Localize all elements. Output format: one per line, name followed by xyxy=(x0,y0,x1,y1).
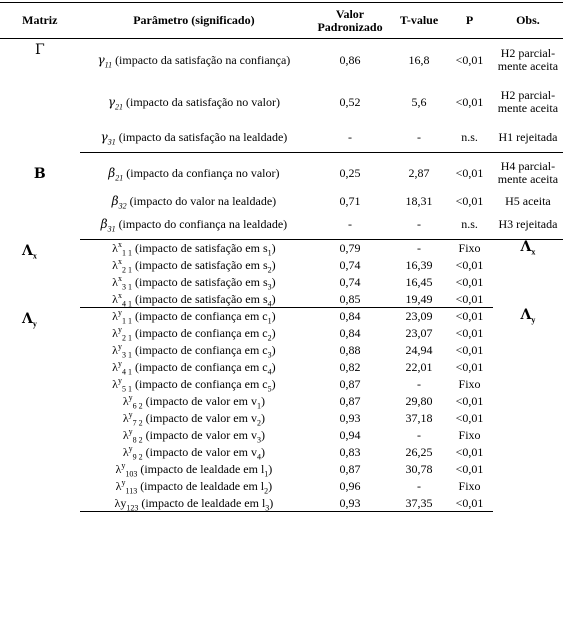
param-cell: $\gamma_{31}$ (impacto da satisfação na lealdade) xyxy=(80,123,309,153)
valor-cell: 0,93 xyxy=(339,411,361,425)
param-cell: $\lambda y_{123}$ (impacto de lealdade em $l_3$) xyxy=(80,495,309,512)
obs-symbol-lambda-x: $\Lambda_x$ xyxy=(520,239,536,257)
table-row xyxy=(0,427,563,444)
valor-cell: 0,86 xyxy=(339,52,361,67)
t-cell: - xyxy=(417,428,422,442)
group-gamma xyxy=(0,39,563,153)
valor-cell: 0,74 xyxy=(339,258,361,272)
t-cell: 18,31 xyxy=(405,194,433,208)
obs-symbol-lambda-y: $\Lambda_y$ xyxy=(520,306,536,324)
table-row xyxy=(0,39,563,81)
param-cell: $\gamma_{11}$ (impacto da satisfação na confiança) xyxy=(97,52,291,70)
t-cell: 16,45 xyxy=(405,275,433,289)
matrix-symbol-lambda-y: $\Lambda_y$ xyxy=(22,310,37,328)
t-cell: 24,94 xyxy=(405,343,433,357)
col-valor: Valor Padronizado xyxy=(308,3,392,39)
p-cell: Fixo xyxy=(458,377,481,391)
obs-cell: H1 rejeitada xyxy=(493,123,563,153)
valor-cell: 0,85 xyxy=(308,291,392,308)
valor-cell: 0,84 xyxy=(339,309,361,324)
p-cell: Fixo xyxy=(458,479,481,493)
param-cell: $\lambda^y_{1 1}$ (impacto de confiança em $c_1$) xyxy=(112,308,276,326)
header-row xyxy=(0,3,563,39)
t-cell: - xyxy=(417,377,422,391)
valor-cell: - xyxy=(308,210,392,240)
p-cell: <0,01 xyxy=(455,52,484,67)
valor-cell: 0,96 xyxy=(339,479,361,493)
table-row xyxy=(0,291,563,308)
valor-cell: 0,52 xyxy=(339,94,361,109)
param-cell: $\lambda^y_{4 1}$ (impacto de confiança em $c_4$) xyxy=(112,359,276,377)
p-cell: <0,01 xyxy=(455,275,484,289)
param-cell: $\beta_{32}$ (impacto do valor na lealdade) xyxy=(111,194,277,211)
p-cell: n.s. xyxy=(446,210,493,240)
p-cell: <0,01 xyxy=(455,326,484,340)
results-table xyxy=(0,2,563,512)
t-cell: 16,8 xyxy=(408,52,430,67)
col-obs: Obs. xyxy=(493,3,563,39)
valor-cell: 0,82 xyxy=(339,360,361,374)
valor-cell: 0,87 xyxy=(339,462,361,476)
p-cell: <0,01 xyxy=(455,360,484,374)
obs-cell: H4 parcial-mente aceita xyxy=(497,158,559,186)
valor-cell: 0,87 xyxy=(339,394,361,408)
param-cell: $\lambda^y_{2 1}$ (impacto de confiança em $c_2$) xyxy=(112,325,276,343)
param-cell: $\lambda^y_{6 2}$ (impacto de valor em $v_1$) xyxy=(122,393,265,411)
p-cell: <0,01 xyxy=(455,343,484,357)
table-row xyxy=(0,410,563,427)
param-cell: $\lambda^y_{103}$ (impacto de lealdade em $l_1$) xyxy=(115,461,273,479)
param-cell: $\lambda^y_{3 1}$ (impacto de confiança em $c_3$) xyxy=(112,342,276,360)
obs-cell: H2 parcial-mente aceita xyxy=(497,87,559,115)
param-cell: $\lambda^y_{5 1}$ (impacto de confiança em $c_5$) xyxy=(112,376,276,394)
col-matriz: Matriz xyxy=(0,3,80,39)
table-row xyxy=(0,376,563,393)
t-cell: 5,6 xyxy=(411,94,427,109)
param-cell: $\lambda^x_{4 1}$ (impacto de satisfação em $s_4$) xyxy=(80,291,309,308)
valor-cell: 0,79 xyxy=(339,241,361,256)
t-cell: - xyxy=(392,210,446,240)
t-cell: 16,39 xyxy=(405,258,433,272)
t-cell: 23,09 xyxy=(405,309,433,324)
t-cell: 29,80 xyxy=(405,394,433,408)
obs-cell: H2 parcial-mente aceita xyxy=(497,45,559,73)
t-cell: 30,78 xyxy=(405,462,433,476)
table-row xyxy=(0,274,563,291)
t-cell: 26,25 xyxy=(405,445,433,459)
col-parametro: Parâmetro (significado) xyxy=(80,3,309,39)
param-cell: $\beta_{21}$ (impacto da confiança no valor) xyxy=(108,165,280,183)
t-cell: - xyxy=(417,241,422,256)
valor-cell: 0,74 xyxy=(339,275,361,289)
valor-cell: 0,93 xyxy=(308,495,392,512)
t-cell: 19,49 xyxy=(392,291,446,308)
table-row xyxy=(0,444,563,461)
table-row xyxy=(0,81,563,123)
param-cell: $\lambda^x_{2 1}$ (impacto de satisfação em $s_2$) xyxy=(112,257,276,275)
table-row xyxy=(0,240,563,257)
t-cell: 37,18 xyxy=(405,411,433,425)
param-cell: $\gamma_{21}$ (impacto da satisfação no valor) xyxy=(107,94,280,111)
group-beta xyxy=(0,153,563,240)
valor-cell: 0,84 xyxy=(339,326,361,340)
table-row xyxy=(0,342,563,359)
param-cell: $\lambda^y_{8 2}$ (impacto de valor em $v_3$) xyxy=(122,427,265,445)
p-cell: n.s. xyxy=(446,123,493,153)
table-row xyxy=(0,495,563,512)
matrix-symbol-lambda-x: $\Lambda_x$ xyxy=(22,242,37,260)
table-row xyxy=(0,359,563,376)
obs-cell: H5 aceita xyxy=(505,193,551,208)
param-cell: $\lambda^x_{3 1}$ (impacto de satisfação em $s_3$) xyxy=(112,274,276,292)
t-cell: 22,01 xyxy=(405,360,433,374)
obs-cell: H3 rejeitada xyxy=(493,210,563,240)
param-cell: $\lambda^y_{113}$ (impacto de lealdade em $l_2$) xyxy=(115,478,273,496)
valor-cell: 0,71 xyxy=(339,194,361,208)
table-row xyxy=(0,308,563,325)
table-row xyxy=(0,153,563,193)
p-cell: <0,01 xyxy=(446,291,493,308)
valor-cell: 0,25 xyxy=(339,165,361,180)
valor-cell: 0,94 xyxy=(339,428,361,442)
p-cell: <0,01 xyxy=(446,495,493,512)
t-cell: 2,87 xyxy=(408,165,430,180)
valor-cell: - xyxy=(308,123,392,153)
table-row xyxy=(0,123,563,153)
p-cell: <0,01 xyxy=(455,94,484,109)
t-cell: 23,07 xyxy=(405,326,433,340)
table-row xyxy=(0,478,563,495)
p-cell: <0,01 xyxy=(455,165,484,180)
matrix-symbol-gamma: Γ xyxy=(34,42,45,58)
table-row xyxy=(0,193,563,210)
p-cell: <0,01 xyxy=(455,258,484,272)
t-cell: - xyxy=(417,479,422,493)
t-cell: 37,35 xyxy=(392,495,446,512)
col-p: P xyxy=(446,3,493,39)
valor-cell: 0,83 xyxy=(339,445,361,459)
p-cell: <0,01 xyxy=(455,394,484,408)
param-cell: $\lambda^y_{7 2}$ (impacto de valor em $v_2$) xyxy=(122,410,265,428)
param-cell: $\lambda^y_{9 2}$ (impacto de valor em $v_4$) xyxy=(122,444,265,462)
valor-cell: 0,87 xyxy=(339,377,361,391)
group-lambda-x xyxy=(0,240,563,308)
p-cell: Fixo xyxy=(458,428,481,442)
valor-cell: 0,88 xyxy=(339,343,361,357)
table-row xyxy=(0,210,563,240)
p-cell: <0,01 xyxy=(455,411,484,425)
p-cell: <0,01 xyxy=(455,309,484,324)
col-t-value: T-value xyxy=(392,3,446,39)
table-row xyxy=(0,257,563,274)
table-row xyxy=(0,393,563,410)
param-cell: $\lambda^x_{1 1}$ (impacto de satisfação em $s_1$) xyxy=(112,240,276,258)
t-cell: - xyxy=(392,123,446,153)
group-lambda-y xyxy=(0,308,563,512)
table-row xyxy=(0,461,563,478)
param-cell: $\beta_{31}$ (impacto do confiança na lealdade) xyxy=(80,210,309,240)
p-cell: Fixo xyxy=(458,241,481,256)
matrix-symbol-beta: B xyxy=(33,165,46,182)
table-row xyxy=(0,325,563,342)
p-cell: <0,01 xyxy=(455,462,484,476)
p-cell: <0,01 xyxy=(455,194,484,208)
p-cell: <0,01 xyxy=(455,445,484,459)
